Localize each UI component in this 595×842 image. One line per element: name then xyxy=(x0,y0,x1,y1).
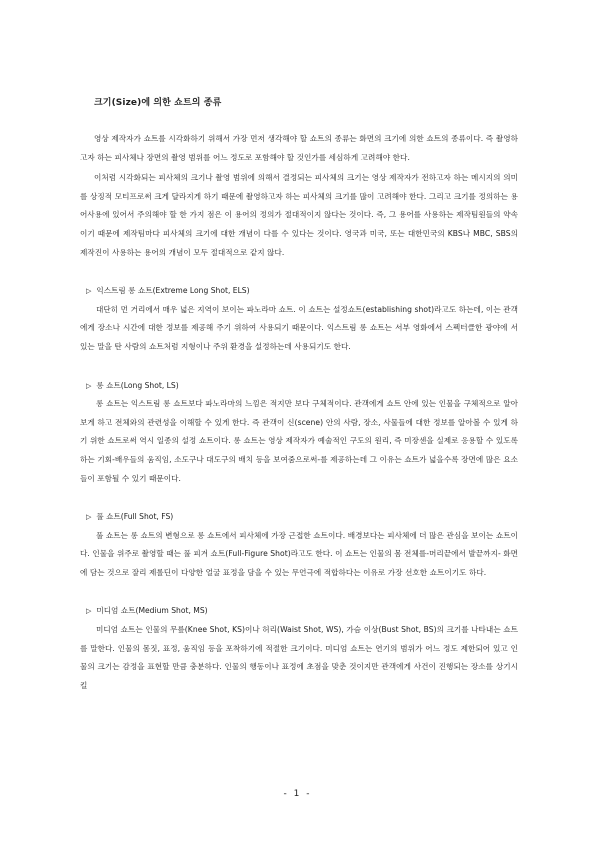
section-heading xyxy=(80,602,518,621)
section-heading xyxy=(80,377,518,396)
section-heading-text: 풀 쇼트(Full Shot, FS) xyxy=(96,512,174,522)
section-heading xyxy=(80,282,518,301)
section-heading-text: 익스트림 롱 쇼트(Extreme Long Shot, ELS) xyxy=(96,286,250,296)
intro-paragraph: 이처럼 시각화되는 피사체의 크기나 촬영 범위에 의해서 결정되는 피사체의 크기는 영상 제작자가 전하고자 하는 메시지의 의미를 상징적 모티프로써 크게 달라지게 하기 때문에 촬영하고자 하는 피사체의 크기를 많이 고려해야 한다. 그리고 크기를 정의하는 용어사용에 있어서 주의해야 할 한 가지 점은 이 용어의 정의가 절대적이지 않다는 것이다. 즉, 그 용어를 사용하는 제작팀원들의 약속이기 때문에 제작팀마다 피사체의 크기에 대한 개념이 다를 수 있다는 것이다. 영국과 미국, 또는 대한민국의 KBS나 MBC, SBS의 제작진이 사용하는 용어의 개념이 모두 절대적으로 같지 않다. xyxy=(80,173,519,257)
section-heading-text: 미디엄 쇼트(Medium Shot, MS) xyxy=(96,606,208,616)
section-paragraph: 롱 쇼트는 익스트림 롱 쇼트보다 파노라마의 느낌은 적지만 보다 구체적이다. 관객에게 쇼트 안에 있는 인물을 구체적으로 알아보게 하고 전체와의 관련성을 이해할 수 있게 한다. 즉 관객이 신(scene) 안의 사람, 장소, 사물들에 대한 정보를 알아볼 수 있게 하기 위한 쇼트로써 역시 일종의 설정 쇼트이다. 롱 쇼트는 영상 제작자가 예술적인 구도의 원리, 즉 미장센을 실제로 응용할 수 있도록 하는 기회-배우들의 움직임, 소도구나 대도구의 배치 등을 보여줌으로써-를 제공하는데 그 이유는 쇼트가 넓을수록 장면에 많은 요소들이 포함될 수 있기 때문이다. xyxy=(80,399,518,483)
document-body xyxy=(80,130,518,695)
section-paragraph: 대단히 먼 거리에서 매우 넓은 지역이 보이는 파노라마 쇼트. 이 쇼트는 설정쇼트(establishing shot)라고도 하는데, 이는 관객에게 장소나 시간에 대한 정보를 제공해 주기 위하여 사용되기 때문이다. 익스트림 롱 쇼트는 서부 영화에서 스펙터클한 광야에 서 있는 말을 탄 사람의 쇼트처럼 지형이나 주위 환경을 설정하는데 사용되기도 한다. xyxy=(80,304,518,351)
document-title: 크기(Size)에 의한 쇼트의 종류 xyxy=(94,98,222,108)
section-heading-text: 롱 쇼트(Long Shot, LS) xyxy=(96,380,179,390)
section-heading xyxy=(80,508,518,527)
page-number: - 1 - xyxy=(283,789,312,799)
triangle-marker-icon: ▷ xyxy=(86,513,92,522)
section-full-shot xyxy=(80,508,518,582)
section-paragraph: 풀 쇼트는 롱 쇼트의 변형으로 롱 쇼트에서 피사체에 가장 근접한 쇼트이다. 배경보다는 피사체에 더 많은 관심을 보이는 쇼트이다. 인물을 위주로 촬영할 때는 풀 피겨 쇼트(Full-Figure Shot)라고도 한다. 이 쇼트는 인물의 몸 전체를-머리끝에서 발끝까지- 화면에 담는 것으로 잘리 제롤딘이 다양한 얼굴 표정을 담을 수 있는 무언극에 적합하다는 이유로 가장 선호한 쇼트이기도 하다. xyxy=(80,530,518,577)
section-paragraph: 미디엄 쇼트는 인물의 무릎(Knee Shot, KS)이나 허리(Waist Shot, WS), 가슴 이상(Bust Shot, BS)의 크기를 나타내는 쇼트를 말한다. 인물의 몸짓, 표정, 움직임 등을 포착하기에 적절한 크기이다. 미디엄 쇼트는 연기의 범위가 어느 정도 제한되어 있고 인물의 크기는 감정을 표현할 만큼 충분하다. 인물의 행동이나 표정에 초점을 맞춘 것이지만 관객에게 사건이 진행되는 장소를 상기시킬 xyxy=(80,625,518,690)
section-extreme-long-shot xyxy=(80,282,518,356)
triangle-marker-icon: ▷ xyxy=(86,607,92,616)
triangle-marker-icon: ▷ xyxy=(86,287,92,296)
triangle-marker-icon: ▷ xyxy=(86,381,92,390)
intro-paragraph: 영상 제작자가 쇼트를 시각화하기 위해서 가장 먼저 생각해야 할 쇼트의 종류는 화면의 크기에 의한 쇼트의 종류이다. 즉 촬영하고자 하는 피사체나 장면의 촬영 범위를 어느 정도로 포함해야 할 것인가를 세심하게 고려해야 한다. xyxy=(80,134,518,162)
section-medium-shot xyxy=(80,602,518,695)
section-long-shot xyxy=(80,377,518,489)
